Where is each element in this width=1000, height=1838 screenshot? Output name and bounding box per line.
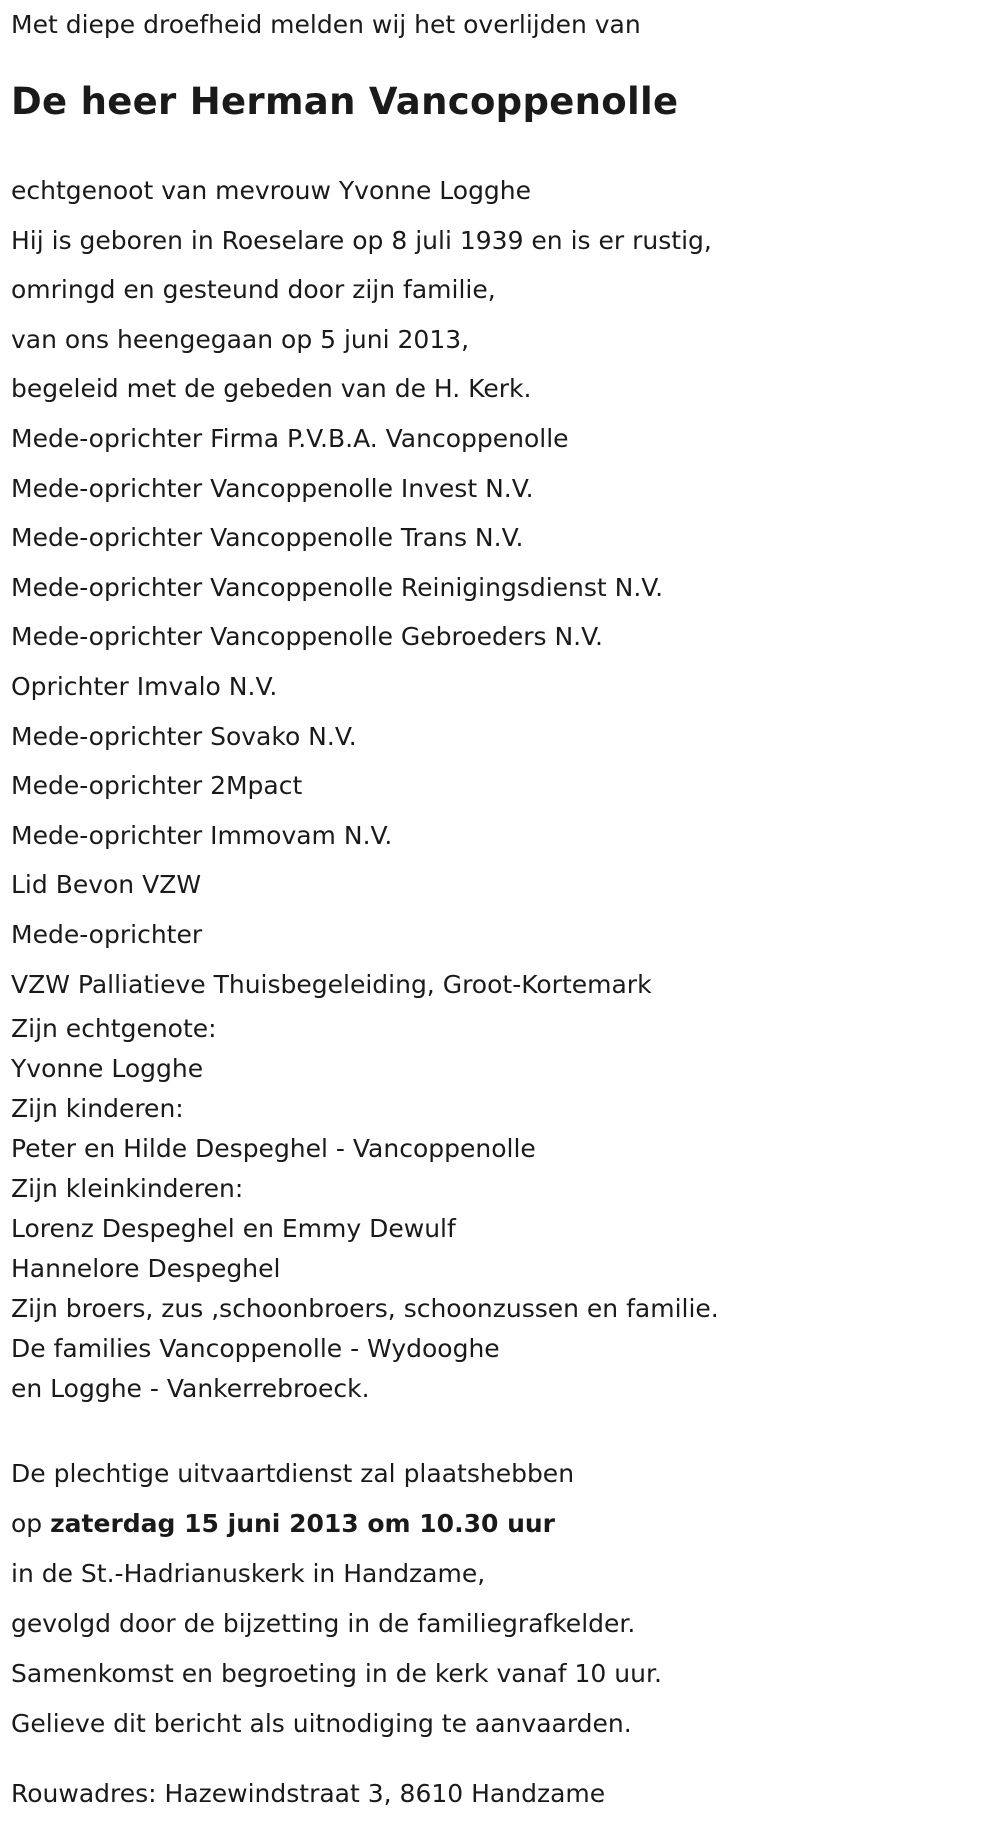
service-line: Gelieve dit bericht als uitnodiging te aanvaarden. [11, 1709, 632, 1739]
family-line: Hannelore Despeghel [11, 1254, 281, 1284]
family-line: Zijn broers, zus ,schoonbroers, schoonzussen en familie. [11, 1294, 719, 1324]
bio-line: Mede-oprichter Sovako N.V. [11, 721, 357, 751]
service-date-line [11, 1499, 991, 1549]
bio-line: Mede-oprichter [11, 919, 203, 949]
bio-line: Mede-oprichter Vancoppenolle Gebroeders N.V. [11, 622, 603, 652]
bio-line: Mede-oprichter Immovam N.V. [11, 820, 393, 850]
obituary-notice [11, 0, 991, 1809]
family-line: Yvonne Logghe [11, 1054, 204, 1084]
service-line: Samenkomst en begroeting in de kerk vanaf 10 uur. [11, 1659, 662, 1689]
biography-section [11, 166, 991, 1009]
bio-line: Mede-oprichter Vancoppenolle Reinigingsdienst N.V. [11, 572, 664, 602]
bio-line: Oprichter Imvalo N.V. [11, 671, 278, 701]
family-line: Zijn kinderen: [11, 1094, 184, 1124]
family-line: Peter en Hilde Despeghel - Vancoppenolle [11, 1134, 536, 1164]
bio-line: Hij is geboren in Roeselare op 8 juli 1939 en is er rustig, [11, 225, 712, 255]
family-line: Zijn kleinkinderen: [11, 1174, 244, 1204]
mourning-address: Rouwadres: Hazewindstraat 3, 8610 Handzame [11, 1779, 606, 1809]
family-line: De families Vancoppenolle - Wydooghe [11, 1334, 500, 1364]
service-section [11, 1449, 991, 1749]
intro-text: Met diepe droefheid melden wij het overlijden van [11, 10, 641, 39]
bio-line: Mede-oprichter Firma P.V.B.A. Vancoppenolle [11, 423, 569, 453]
bio-line: VZW Palliatieve Thuisbegeleiding, Groot-Kortemark [11, 969, 652, 999]
section-spacer [11, 1409, 991, 1449]
deceased-name: De heer Herman Vancoppenolle [11, 80, 679, 123]
bio-line: Mede-oprichter Vancoppenolle Invest N.V. [11, 473, 534, 503]
bio-line: omringd en gesteund door zijn familie, [11, 275, 496, 305]
service-line: gevolgd door de bijzetting in de familiegrafkelder. [11, 1609, 636, 1639]
service-line: in de St.-Hadrianuskerk in Handzame, [11, 1559, 486, 1589]
bio-line: echtgenoot van mevrouw Yvonne Logghe [11, 176, 532, 205]
family-line: Lorenz Despeghel en Emmy Dewulf [11, 1214, 456, 1244]
bio-line: van ons heengegaan op 5 juni 2013, [11, 324, 470, 354]
family-line: Zijn echtgenote: [11, 1014, 217, 1044]
bio-line: Mede-oprichter Vancoppenolle Trans N.V. [11, 523, 524, 553]
bio-line: begeleid met de gebeden van de H. Kerk. [11, 374, 532, 404]
family-line: en Logghe - Vankerrebroeck. [11, 1374, 370, 1404]
service-date-prefix: op [11, 1509, 51, 1539]
service-date: zaterdag 15 juni 2013 om 10.30 uur [50, 1509, 555, 1539]
bio-line: Lid Bevon VZW [11, 870, 202, 900]
service-line: De plechtige uitvaartdienst zal plaatshebben [11, 1459, 575, 1489]
family-section [11, 1009, 991, 1409]
bio-line: Mede-oprichter 2Mpact [11, 771, 303, 801]
